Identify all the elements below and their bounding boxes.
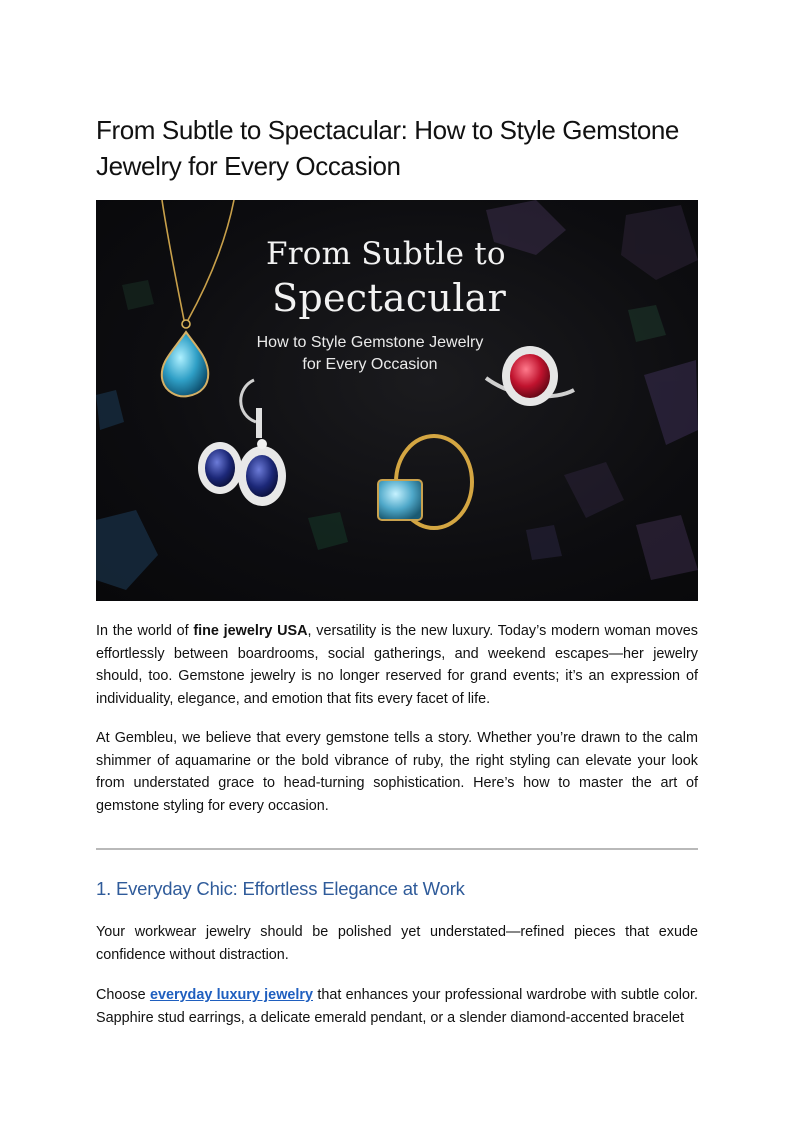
ruby-ring <box>486 346 574 406</box>
page-title: From Subtle to Spectacular: How to Style Gemstone Jewelry for Every Occasion <box>96 115 679 181</box>
earrings <box>198 380 286 506</box>
intro-paragraph <box>96 620 698 710</box>
intro-text-end: , versatility is the new luxury. Today’s modern woman moves effortlessly between boardrooms, social gatherings, and weekend escapes—her jewelry should, too. Gemstone jewelry is no longer reserved for grand events; it’s an expression of individuality, elegance, and emotion that fits every facet of life. <box>96 623 699 707</box>
section-paragraph: Your workwear jewelry should be polished yet understated—refined pieces that exude confidence without distraction. <box>96 924 698 963</box>
hero-heading-line2: Spectacular <box>272 276 507 320</box>
hero-heading-line1: From Subtle to <box>266 236 506 272</box>
section-paragraph-2 <box>96 984 698 1029</box>
intro-text-start: In the world of <box>96 623 194 639</box>
brand-paragraph: At Gembleu, we believe that every gemstone tells a story. Whether you’re drawn to the calm shimmer of aquamarine or the bold vibrance of ruby, the right styling can elevate your look from understated grace to head-turning sophistication. Here’s how to master the art of gemstone styling for every occasion. <box>96 730 698 814</box>
hero-subtitle: How to Style Gemstone Jewelry for Every Occasion <box>256 334 484 373</box>
everyday-luxury-link[interactable]: everyday luxury jewelry <box>149 987 313 1003</box>
choose-text: Choose <box>96 987 150 1003</box>
horizontal-divider <box>96 848 698 850</box>
section-heading: 1. Everyday Chic: Effortless Elegance at Work <box>96 878 465 899</box>
hero-image <box>96 200 698 601</box>
section-text-end: that enhances your professional wardrobe with subtle color. Sapphire stud earrings, a delicate emerald pendant, or a slender diamond-accented bracelet <box>96 987 698 1026</box>
intro-bold-keyword: fine jewelry USA <box>193 623 308 639</box>
topaz-ring <box>378 436 472 528</box>
